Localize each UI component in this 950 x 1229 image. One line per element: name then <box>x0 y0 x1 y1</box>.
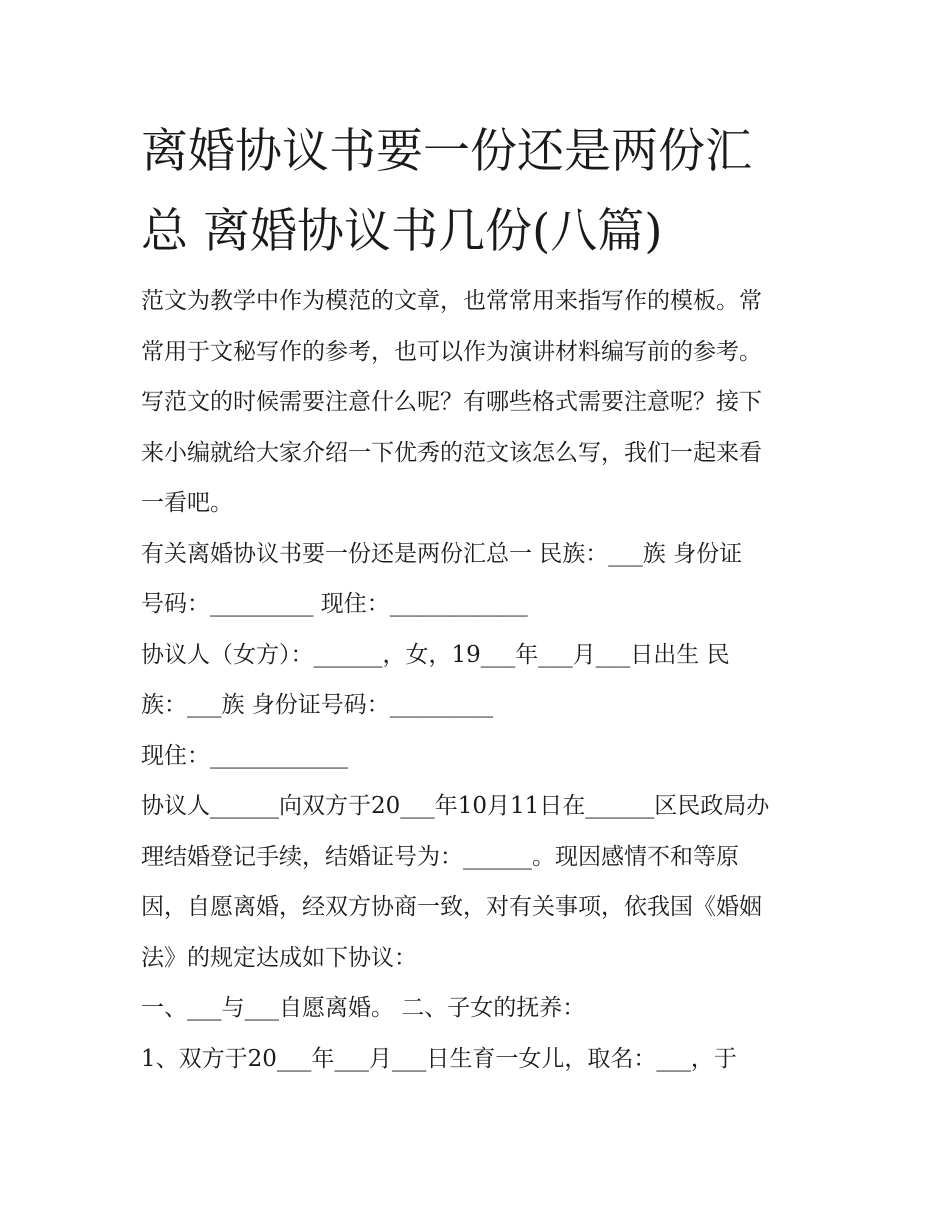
body-line: 号码：_________ 现住：____________ <box>141 591 528 617</box>
body-line: 族：___族 身份证号码：_________ <box>141 692 494 718</box>
body-line: 一、___与___自愿离婚。 二、子女的抚养： <box>141 995 586 1021</box>
title-line-2: 总 离婚协议书几份(八篇) <box>141 204 663 259</box>
body-line: 有关离婚协议书要一份还是两份汇总一 民族：___族 身份证 <box>141 540 743 567</box>
body-line: 协议人（女方）：______，女，19___年___月___日出生 民 <box>141 641 730 668</box>
body-line: 法》的规定达成如下协议： <box>141 944 417 971</box>
body-line: 1、双方于20___年___月___日生育一女儿，取名：___，于 <box>141 1045 737 1072</box>
body-line: 常用于文秘写作的参考，也可以作为演讲材料编写前的参考。 <box>141 338 762 365</box>
body-line: 来小编就给大家介绍一下优秀的范文该怎么写，我们一起来看 <box>141 439 762 466</box>
title-line-1: 离婚协议书要一份还是两份汇 <box>141 124 752 179</box>
body-line: 写范文的时候需要注意什么呢？有哪些格式需要注意呢？接下 <box>141 389 762 415</box>
body-line: 一看吧。 <box>141 490 233 516</box>
body-line: 范文为教学中作为模范的文章，也常常用来指写作的模板。常 <box>141 288 762 314</box>
body-line: 因，自愿离婚，经双方协商一致，对有关事项，依我国《婚姻 <box>141 894 762 920</box>
body-line: 协议人______向双方于20___年10月11日在______区民政局办 <box>141 793 770 819</box>
body-line: 现住：____________ <box>141 742 348 769</box>
document-body <box>141 276 831 1084</box>
document-title <box>141 112 831 272</box>
body-line: 理结婚登记手续，结婚证号为：______。现因感情不和等原 <box>141 843 739 870</box>
